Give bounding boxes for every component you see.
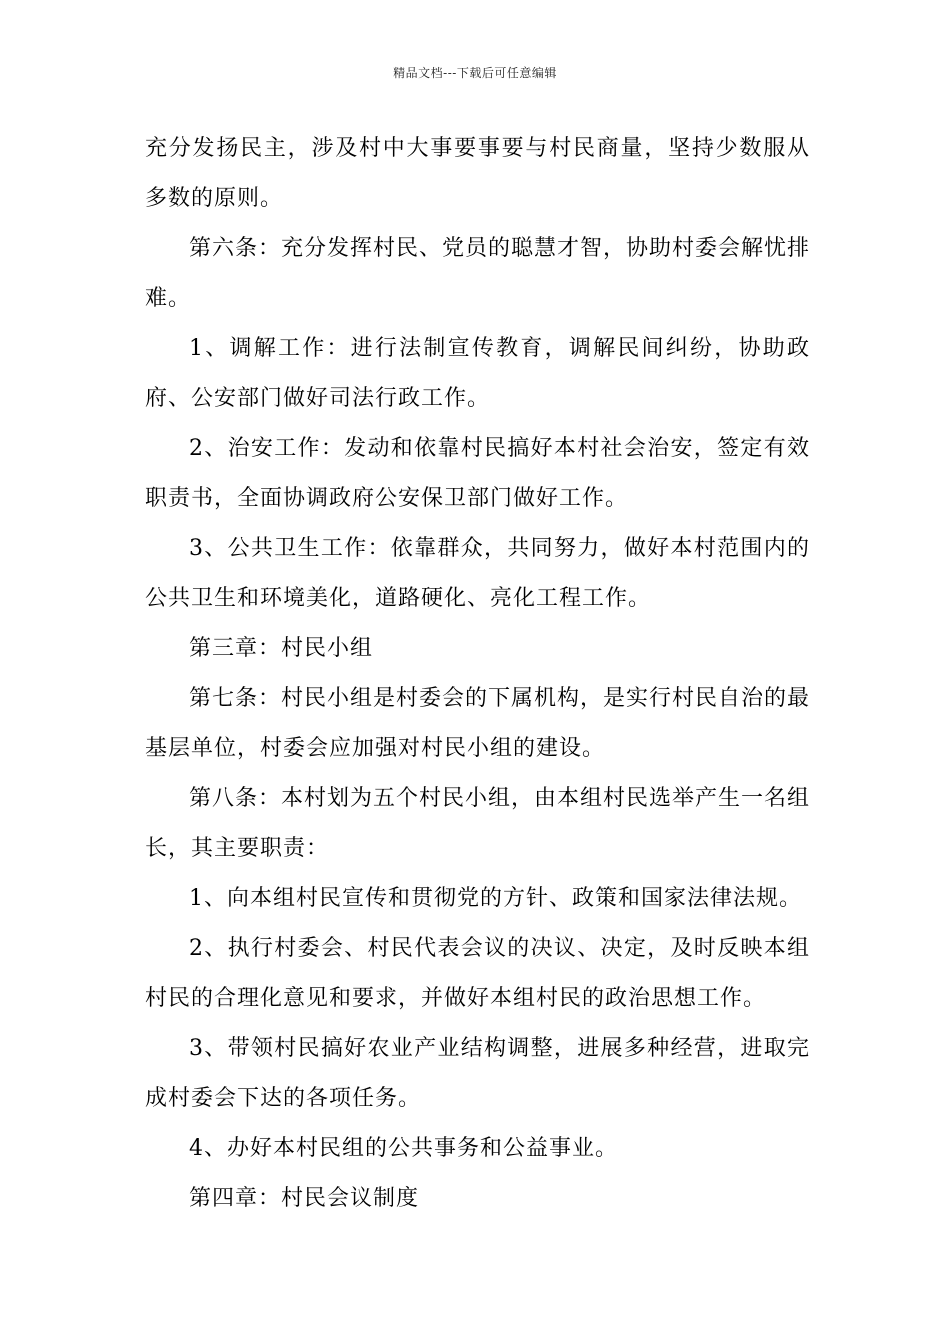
list-item-security: 2、治安工作：发动和依靠村民搞好本村社会治安，签定有效职责书，全面协调政府公安保卫部门做好工作。 [145, 436, 810, 511]
article-7: 第七条：村民小组是村委会的下属机构，是实行村民自治的最基层单位，村委会应加强对村民小组的建设。 [145, 686, 811, 761]
list-item-mediation: 1、调解工作：进行法制宣传教育，调解民间纠纷，协助政府、公安部门做好司法行政工作。 [145, 336, 810, 411]
chapter-4-heading: 第四章：村民会议制度 [189, 1186, 420, 1211]
list-item-public-health: 3、公共卫生工作：依靠群众，共同努力，做好本村范围内的公共卫生和环境美化，道路硬化、亮化工程工作。 [145, 536, 810, 611]
list-item-execute-resolutions: 2、执行村委会、村民代表会议的决议、决定，及时反映本组村民的合理化意见和要求，并做好本组村民的政治思想工作。 [145, 936, 810, 1011]
list-item-public-affairs: 4、办好本村民组的公共事务和公益事业。 [189, 1136, 618, 1161]
article-6: 第六条：充分发挥村民、党员的聪慧才智，协助村委会解忧排难。 [145, 236, 811, 311]
document-body [145, 124, 810, 1224]
chapter-3-heading: 第三章：村民小组 [189, 636, 374, 661]
list-item-agriculture: 3、带领村民搞好农业产业结构调整，进展多种经营，进取完成村委会下达的各项任务。 [145, 1036, 810, 1111]
paragraph-continuation: 充分发扬民主，涉及村中大事要事要与村民商量，坚持少数服从多数的原则。 [145, 136, 810, 211]
article-8: 第八条：本村划为五个村民小组，由本组村民选举产生一名组长，其主要职责： [145, 786, 811, 861]
page-header: 精品文档---下载后可任意编辑 [393, 66, 557, 80]
list-item-propaganda: 1、向本组村民宣传和贯彻党的方针、政策和国家法律法规。 [189, 886, 802, 911]
